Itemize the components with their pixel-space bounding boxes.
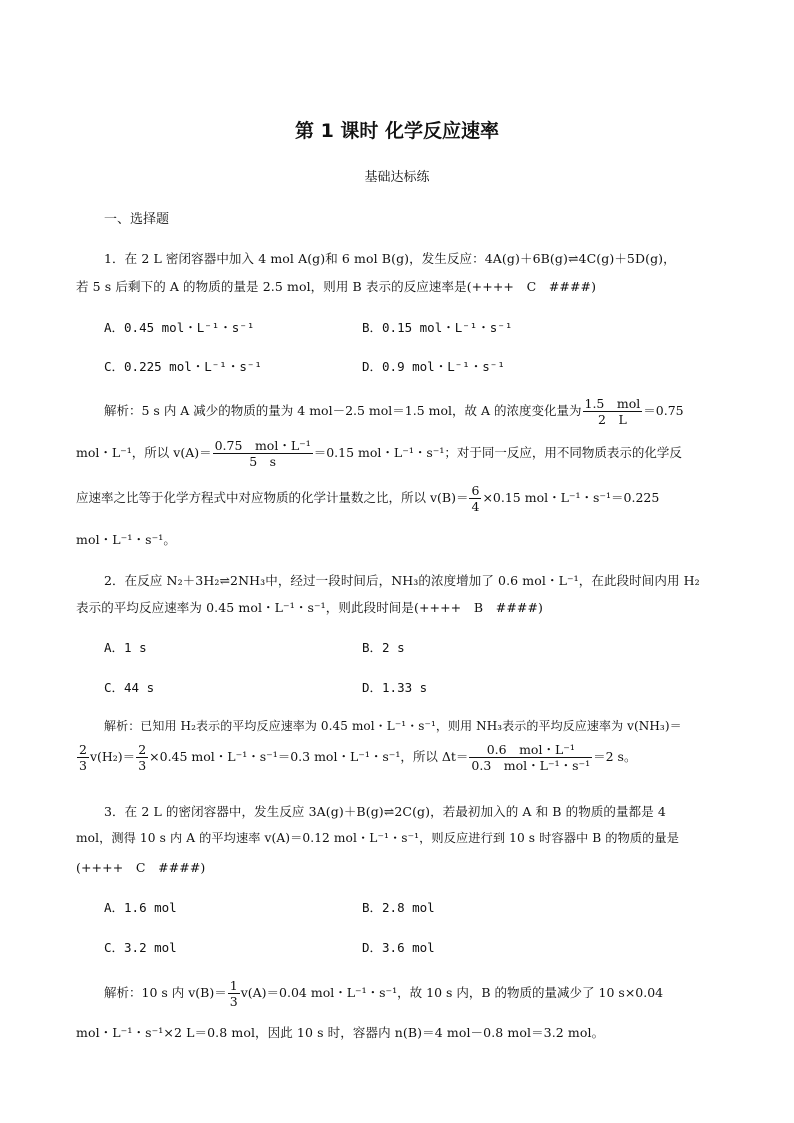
fraction-denominator: 4 — [471, 499, 480, 514]
q1-sol-text: mol・L⁻¹，所以 v(A)＝ — [76, 445, 212, 460]
q1-solution-line3 — [76, 483, 659, 514]
q3-stem-line1: 3．在 2 L 的密闭容器中，发生反应 3A(g)＋B(g)⇌2C(g)，若最初加入的 A 和 B 的物质的量都是 4 — [104, 804, 666, 819]
section-heading: 一、选择题 — [104, 212, 170, 227]
q1-sol-text: ＝0.15 mol・L⁻¹・s⁻¹；对于同一反应，用不同物质表示的化学反 — [313, 445, 682, 460]
q1-option-d: D．0.9 mol・L⁻¹・s⁻¹ — [362, 359, 505, 374]
q2-sol-text: v(H₂)＝ — [89, 749, 136, 764]
q1-solution-line1 — [104, 396, 684, 427]
page-subtitle: 基础达标练 — [364, 170, 430, 185]
q1-sol-text: 解析：5 s 内 A 减少的物质的量为 4 mol－2.5 mol＝1.5 mol，故 A 的浓度变化量为 — [104, 403, 582, 418]
q1-option-b: B．0.15 mol・L⁻¹・s⁻¹ — [362, 320, 513, 335]
q1-stem-line2: 若 5 s 后剩下的 A 的物质的量是 2.5 mol，则用 B 表示的反应速率是(++++ C ####) — [76, 279, 597, 294]
q3-solution-line1 — [104, 978, 663, 1009]
fraction-numerator: 1 — [229, 978, 238, 993]
q3-option-c: C．3.2 mol — [104, 940, 177, 955]
q1-solution-line2 — [76, 438, 682, 469]
q2-option-b: B．2 s — [362, 640, 405, 655]
fraction-numerator: 2 — [138, 742, 147, 757]
q1-sol-text: ＝0.75 — [643, 403, 684, 418]
q1-sol-fraction — [213, 438, 313, 469]
q1-sol-fraction — [583, 396, 643, 427]
q1-option-c: C．0.225 mol・L⁻¹・s⁻¹ — [104, 359, 262, 374]
q2-sol-fraction — [469, 742, 592, 773]
fraction-denominator: 5 s — [249, 454, 277, 469]
q3-solution-line2: mol・L⁻¹・s⁻¹×2 L＝0.8 mol，因此 10 s 时，容器内 n(B)＝4 mol－0.8 mol＝3.2 mol。 — [76, 1025, 605, 1040]
q1-sol-fraction — [469, 483, 481, 514]
fraction-numerator: 0.6 mol・L⁻¹ — [469, 742, 592, 758]
fraction-denominator: 3 — [229, 994, 238, 1009]
q2-solution-line1: 解析：已知用 H₂表示的平均反应速率为 0.45 mol・L⁻¹・s⁻¹，则用 NH₃表示的平均反应速率为 v(NH₃)＝ — [104, 719, 682, 733]
q3-option-d: D．3.6 mol — [362, 940, 435, 955]
q2-option-d: D．1.33 s — [362, 680, 428, 695]
q2-sol-fraction — [77, 742, 89, 773]
q3-stem-line2: mol，测得 10 s 内 A 的平均速率 v(A)＝0.12 mol・L⁻¹・s⁻¹，则反应进行到 10 s 时容器中 B 的物质的量是 — [76, 831, 680, 845]
fraction-denominator: 3 — [79, 758, 87, 773]
q2-solution-line2 — [76, 742, 636, 773]
q3-stem-line3: (++++ C ####) — [76, 860, 206, 875]
q2-sol-fraction — [136, 742, 148, 773]
q1-stem-line1: 1．在 2 L 密闭容器中加入 4 mol A(g)和 6 mol B(g)，发生反应：4A(g)＋6B(g)⇌4C(g)＋5D(g)， — [104, 251, 676, 266]
q3-sol-text: 解析：10 s 内 v(B)＝ — [104, 985, 227, 1000]
q2-option-c: C．44 s — [104, 680, 155, 695]
q3-option-a: A．1.6 mol — [104, 900, 177, 915]
fraction-numerator: 0.75 mol・L⁻¹ — [214, 438, 311, 453]
fraction-denominator: 3 — [138, 758, 147, 773]
fraction-numerator: 2 — [79, 742, 87, 757]
q2-sol-text: ＝2 s。 — [593, 749, 637, 764]
q3-option-b: B．2.8 mol — [362, 900, 435, 915]
q2-stem-line1: 2．在反应 N₂＋3H₂⇌2NH₃中，经过一段时间后，NH₃的浓度增加了 0.6 mol・L⁻¹，在此段时间内用 H₂ — [104, 573, 700, 588]
fraction-denominator: 0.3 mol・L⁻¹・s⁻¹ — [471, 758, 591, 773]
fraction-numerator: 6 — [471, 483, 480, 498]
q1-sol-text: ×0.15 mol・L⁻¹・s⁻¹＝0.225 — [482, 490, 660, 505]
q3-sol-fraction — [228, 978, 240, 1009]
fraction-numerator: 1.5 mol — [584, 396, 641, 411]
q3-sol-text: v(A)＝0.04 mol・L⁻¹・s⁻¹，故 10 s 内，B 的物质的量减少了 10 s×0.04 — [240, 985, 664, 1000]
q2-stem-line2: 表示的平均反应速率为 0.45 mol・L⁻¹・s⁻¹，则此段时间是(++++ B ####) — [76, 600, 544, 615]
q1-sol-text: 应速率之比等于化学方程式中对应物质的化学计量数之比，所以 v(B)＝ — [76, 490, 469, 505]
fraction-denominator: 2 L — [598, 412, 627, 427]
page-title: 第 1 课时 化学反应速率 — [294, 120, 500, 142]
q2-option-a: A．1 s — [104, 640, 147, 655]
q1-option-a: A．0.45 mol・L⁻¹・s⁻¹ — [104, 320, 255, 335]
q2-sol-text: ×0.45 mol・L⁻¹・s⁻¹＝0.3 mol・L⁻¹・s⁻¹，所以 Δt＝ — [149, 749, 469, 764]
q1-solution-line4: mol・L⁻¹・s⁻¹。 — [76, 532, 177, 547]
